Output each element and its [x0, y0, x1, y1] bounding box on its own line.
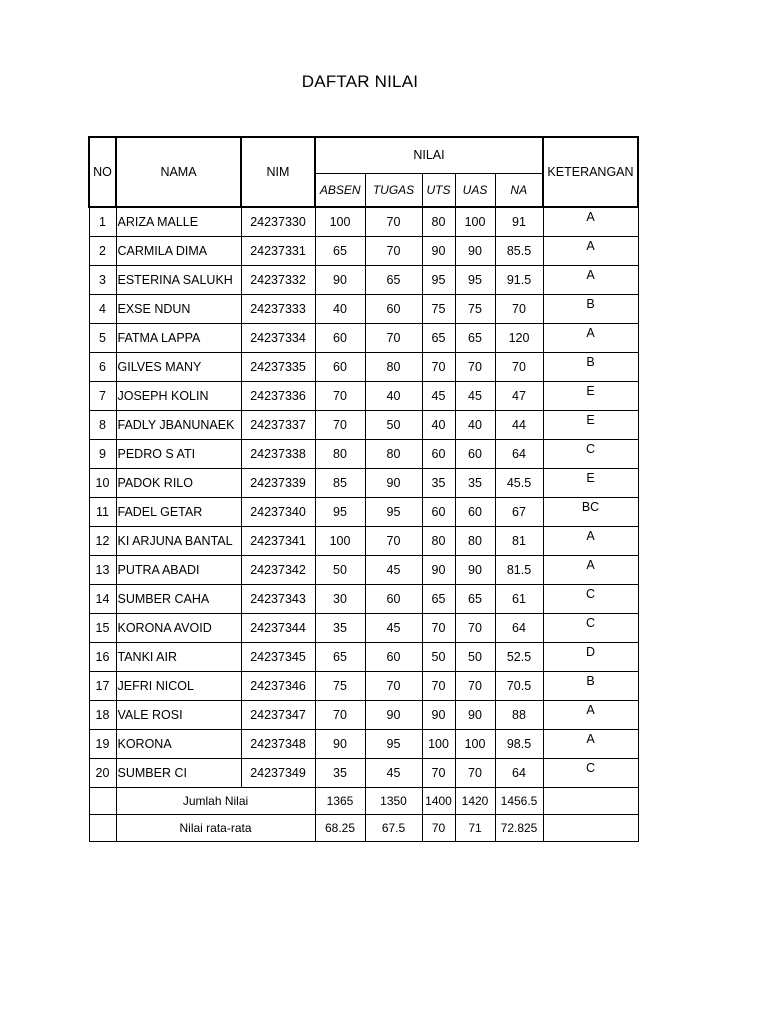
- cell-nim: 24237335: [241, 353, 315, 382]
- cell-na: 81: [495, 527, 543, 556]
- cell-no: 12: [89, 527, 116, 556]
- cell-no: 15: [89, 614, 116, 643]
- cell-na: 120: [495, 324, 543, 353]
- cell-tugas: 45: [365, 614, 422, 643]
- grade-table: [88, 136, 639, 842]
- cell-uas: 40: [455, 411, 495, 440]
- cell-uts: 80: [422, 207, 455, 237]
- cell-no: 2: [89, 237, 116, 266]
- cell-uas: 65: [455, 585, 495, 614]
- cell-keterangan: A: [543, 207, 638, 237]
- cell-na: 45.5: [495, 469, 543, 498]
- cell-na: 70: [495, 353, 543, 382]
- cell-absen: 100: [315, 527, 365, 556]
- cell-no: 16: [89, 643, 116, 672]
- cell-uas: 60: [455, 498, 495, 527]
- cell-absen: 70: [315, 382, 365, 411]
- header-na: NA: [495, 173, 543, 207]
- cell-tugas: 70: [365, 672, 422, 701]
- cell-keterangan: C: [543, 614, 638, 643]
- cell-nama: FADEL GETAR: [116, 498, 241, 527]
- cell-nim: 24237344: [241, 614, 315, 643]
- cell-tugas: 90: [365, 701, 422, 730]
- cell-nim: 24237340: [241, 498, 315, 527]
- cell-nama: FATMA LAPPA: [116, 324, 241, 353]
- cell-tugas: 80: [365, 440, 422, 469]
- cell-na: 88: [495, 701, 543, 730]
- cell-tugas: 70: [365, 207, 422, 237]
- cell-no: 6: [89, 353, 116, 382]
- cell-tugas: 60: [365, 643, 422, 672]
- cell-uts: 65: [422, 324, 455, 353]
- cell-absen: 30: [315, 585, 365, 614]
- cell-uas: 90: [455, 237, 495, 266]
- cell-keterangan: A: [543, 527, 638, 556]
- table-row: [89, 440, 638, 469]
- averages-uts: 70: [422, 815, 455, 842]
- cell-uts: 100: [422, 730, 455, 759]
- totals-absen: 1365: [315, 788, 365, 815]
- cell-uts: 70: [422, 759, 455, 788]
- cell-nama: CARMILA DIMA: [116, 237, 241, 266]
- cell-uts: 90: [422, 701, 455, 730]
- header-keterangan: KETERANGAN: [543, 137, 638, 207]
- cell-uts: 65: [422, 585, 455, 614]
- cell-nama: FADLY JBANUNAEK: [116, 411, 241, 440]
- table-header: [89, 137, 638, 207]
- cell-no: 9: [89, 440, 116, 469]
- footer-blank: [89, 815, 116, 842]
- cell-nim: 24237338: [241, 440, 315, 469]
- cell-na: 52.5: [495, 643, 543, 672]
- cell-uts: 40: [422, 411, 455, 440]
- table-row: [89, 237, 638, 266]
- cell-absen: 75: [315, 672, 365, 701]
- totals-label: Jumlah Nilai: [116, 788, 315, 815]
- cell-tugas: 95: [365, 730, 422, 759]
- cell-no: 17: [89, 672, 116, 701]
- averages-absen: 68.25: [315, 815, 365, 842]
- cell-uts: 95: [422, 266, 455, 295]
- cell-uts: 70: [422, 672, 455, 701]
- table-row: [89, 527, 638, 556]
- table-footer: [89, 788, 638, 842]
- cell-nama: KORONA AVOID: [116, 614, 241, 643]
- averages-na: 72.825: [495, 815, 543, 842]
- cell-no: 10: [89, 469, 116, 498]
- cell-uas: 90: [455, 701, 495, 730]
- cell-nim: 24237334: [241, 324, 315, 353]
- table-row: [89, 411, 638, 440]
- cell-uas: 35: [455, 469, 495, 498]
- cell-tugas: 60: [365, 295, 422, 324]
- table-row: [89, 614, 638, 643]
- cell-na: 85.5: [495, 237, 543, 266]
- cell-absen: 40: [315, 295, 365, 324]
- table-row: [89, 730, 638, 759]
- cell-keterangan: A: [543, 556, 638, 585]
- cell-uts: 90: [422, 556, 455, 585]
- cell-nama: KI ARJUNA BANTAL: [116, 527, 241, 556]
- header-nama: NAMA: [116, 137, 241, 207]
- header-nim: NIM: [241, 137, 315, 207]
- cell-nim: 24237332: [241, 266, 315, 295]
- totals-tugas: 1350: [365, 788, 422, 815]
- cell-uas: 45: [455, 382, 495, 411]
- cell-uas: 80: [455, 527, 495, 556]
- cell-keterangan: B: [543, 295, 638, 324]
- averages-tugas: 67.5: [365, 815, 422, 842]
- cell-uas: 70: [455, 353, 495, 382]
- cell-absen: 100: [315, 207, 365, 237]
- cell-tugas: 70: [365, 527, 422, 556]
- footer-ket-blank: [543, 788, 638, 815]
- cell-uas: 65: [455, 324, 495, 353]
- cell-no: 5: [89, 324, 116, 353]
- cell-keterangan: A: [543, 237, 638, 266]
- footer-blank: [89, 788, 116, 815]
- cell-nim: 24237331: [241, 237, 315, 266]
- cell-no: 8: [89, 411, 116, 440]
- cell-nama: SUMBER CAHA: [116, 585, 241, 614]
- cell-tugas: 80: [365, 353, 422, 382]
- cell-nim: 24237343: [241, 585, 315, 614]
- header-no: NO: [89, 137, 116, 207]
- cell-tugas: 70: [365, 237, 422, 266]
- cell-keterangan: C: [543, 585, 638, 614]
- cell-uts: 75: [422, 295, 455, 324]
- cell-keterangan: E: [543, 469, 638, 498]
- cell-uts: 90: [422, 237, 455, 266]
- cell-absen: 90: [315, 266, 365, 295]
- cell-absen: 60: [315, 324, 365, 353]
- cell-uts: 60: [422, 498, 455, 527]
- cell-uts: 35: [422, 469, 455, 498]
- cell-no: 11: [89, 498, 116, 527]
- cell-nim: 24237342: [241, 556, 315, 585]
- cell-absen: 85: [315, 469, 365, 498]
- cell-na: 44: [495, 411, 543, 440]
- cell-no: 3: [89, 266, 116, 295]
- cell-keterangan: A: [543, 730, 638, 759]
- cell-tugas: 70: [365, 324, 422, 353]
- cell-absen: 90: [315, 730, 365, 759]
- cell-nim: 24237341: [241, 527, 315, 556]
- cell-na: 61: [495, 585, 543, 614]
- cell-na: 64: [495, 759, 543, 788]
- table-row: [89, 207, 638, 237]
- cell-keterangan: E: [543, 382, 638, 411]
- cell-nama: SUMBER CI: [116, 759, 241, 788]
- table-row: [89, 295, 638, 324]
- cell-tugas: 90: [365, 469, 422, 498]
- table-row: [89, 585, 638, 614]
- cell-uts: 50: [422, 643, 455, 672]
- cell-uas: 70: [455, 759, 495, 788]
- cell-na: 98.5: [495, 730, 543, 759]
- cell-absen: 65: [315, 643, 365, 672]
- cell-uts: 70: [422, 353, 455, 382]
- averages-label: Nilai rata-rata: [116, 815, 315, 842]
- cell-nim: 24237347: [241, 701, 315, 730]
- cell-nama: PEDRO S ATI: [116, 440, 241, 469]
- cell-nim: 24237339: [241, 469, 315, 498]
- header-absen: ABSEN: [315, 173, 365, 207]
- averages-uas: 71: [455, 815, 495, 842]
- table-row: [89, 324, 638, 353]
- cell-no: 7: [89, 382, 116, 411]
- cell-nama: TANKI AIR: [116, 643, 241, 672]
- header-uts: UTS: [422, 173, 455, 207]
- cell-tugas: 65: [365, 266, 422, 295]
- cell-na: 47: [495, 382, 543, 411]
- table-row: [89, 353, 638, 382]
- cell-tugas: 40: [365, 382, 422, 411]
- cell-uts: 80: [422, 527, 455, 556]
- cell-tugas: 45: [365, 556, 422, 585]
- table-row: [89, 643, 638, 672]
- cell-uas: 60: [455, 440, 495, 469]
- cell-no: 4: [89, 295, 116, 324]
- totals-na: 1456.5: [495, 788, 543, 815]
- cell-na: 91: [495, 207, 543, 237]
- cell-uas: 75: [455, 295, 495, 324]
- table-row: [89, 701, 638, 730]
- cell-na: 91.5: [495, 266, 543, 295]
- cell-nim: 24237330: [241, 207, 315, 237]
- totals-uas: 1420: [455, 788, 495, 815]
- table-row: [89, 672, 638, 701]
- cell-no: 1: [89, 207, 116, 237]
- table-row: [89, 266, 638, 295]
- cell-keterangan: BC: [543, 498, 638, 527]
- cell-keterangan: C: [543, 759, 638, 788]
- cell-no: 20: [89, 759, 116, 788]
- cell-nim: 24237345: [241, 643, 315, 672]
- cell-uas: 100: [455, 207, 495, 237]
- cell-keterangan: A: [543, 324, 638, 353]
- cell-uts: 70: [422, 614, 455, 643]
- cell-uas: 70: [455, 672, 495, 701]
- cell-nama: GILVES MANY: [116, 353, 241, 382]
- cell-nim: 24237336: [241, 382, 315, 411]
- cell-nama: JOSEPH KOLIN: [116, 382, 241, 411]
- cell-nama: VALE ROSI: [116, 701, 241, 730]
- table-row: [89, 382, 638, 411]
- cell-nama: JEFRI NICOL: [116, 672, 241, 701]
- cell-no: 13: [89, 556, 116, 585]
- cell-nim: 24237348: [241, 730, 315, 759]
- cell-no: 18: [89, 701, 116, 730]
- cell-nama: PUTRA ABADI: [116, 556, 241, 585]
- cell-na: 64: [495, 614, 543, 643]
- cell-uas: 100: [455, 730, 495, 759]
- cell-na: 70: [495, 295, 543, 324]
- cell-keterangan: B: [543, 353, 638, 382]
- cell-tugas: 95: [365, 498, 422, 527]
- cell-na: 70.5: [495, 672, 543, 701]
- cell-absen: 95: [315, 498, 365, 527]
- cell-nim: 24237349: [241, 759, 315, 788]
- cell-absen: 70: [315, 701, 365, 730]
- cell-nim: 24237346: [241, 672, 315, 701]
- cell-absen: 80: [315, 440, 365, 469]
- cell-absen: 60: [315, 353, 365, 382]
- table-row: [89, 556, 638, 585]
- cell-tugas: 50: [365, 411, 422, 440]
- footer-ket-blank: [543, 815, 638, 842]
- cell-keterangan: E: [543, 411, 638, 440]
- cell-keterangan: A: [543, 266, 638, 295]
- cell-keterangan: C: [543, 440, 638, 469]
- table-body: [89, 207, 638, 788]
- header-tugas: TUGAS: [365, 173, 422, 207]
- cell-na: 81.5: [495, 556, 543, 585]
- cell-absen: 50: [315, 556, 365, 585]
- cell-uas: 90: [455, 556, 495, 585]
- cell-uas: 70: [455, 614, 495, 643]
- cell-absen: 35: [315, 759, 365, 788]
- cell-keterangan: B: [543, 672, 638, 701]
- header-uas: UAS: [455, 173, 495, 207]
- cell-tugas: 60: [365, 585, 422, 614]
- cell-absen: 70: [315, 411, 365, 440]
- page-title: DAFTAR NILAI: [301, 72, 419, 91]
- table-row: [89, 469, 638, 498]
- cell-na: 64: [495, 440, 543, 469]
- cell-nama: ESTERINA SALUKH: [116, 266, 241, 295]
- cell-nama: EXSE NDUN: [116, 295, 241, 324]
- cell-no: 19: [89, 730, 116, 759]
- table-row: [89, 759, 638, 788]
- cell-tugas: 45: [365, 759, 422, 788]
- cell-nim: 24237333: [241, 295, 315, 324]
- cell-no: 14: [89, 585, 116, 614]
- cell-uas: 95: [455, 266, 495, 295]
- cell-nama: PADOK RILO: [116, 469, 241, 498]
- cell-absen: 65: [315, 237, 365, 266]
- cell-uts: 60: [422, 440, 455, 469]
- table-row: [89, 498, 638, 527]
- cell-nim: 24237337: [241, 411, 315, 440]
- cell-uas: 50: [455, 643, 495, 672]
- cell-keterangan: D: [543, 643, 638, 672]
- cell-nama: KORONA: [116, 730, 241, 759]
- cell-uts: 45: [422, 382, 455, 411]
- cell-nama: ARIZA MALLE: [116, 207, 241, 237]
- totals-uts: 1400: [422, 788, 455, 815]
- header-nilai: NILAI: [315, 137, 543, 173]
- cell-na: 67: [495, 498, 543, 527]
- cell-keterangan: A: [543, 701, 638, 730]
- cell-absen: 35: [315, 614, 365, 643]
